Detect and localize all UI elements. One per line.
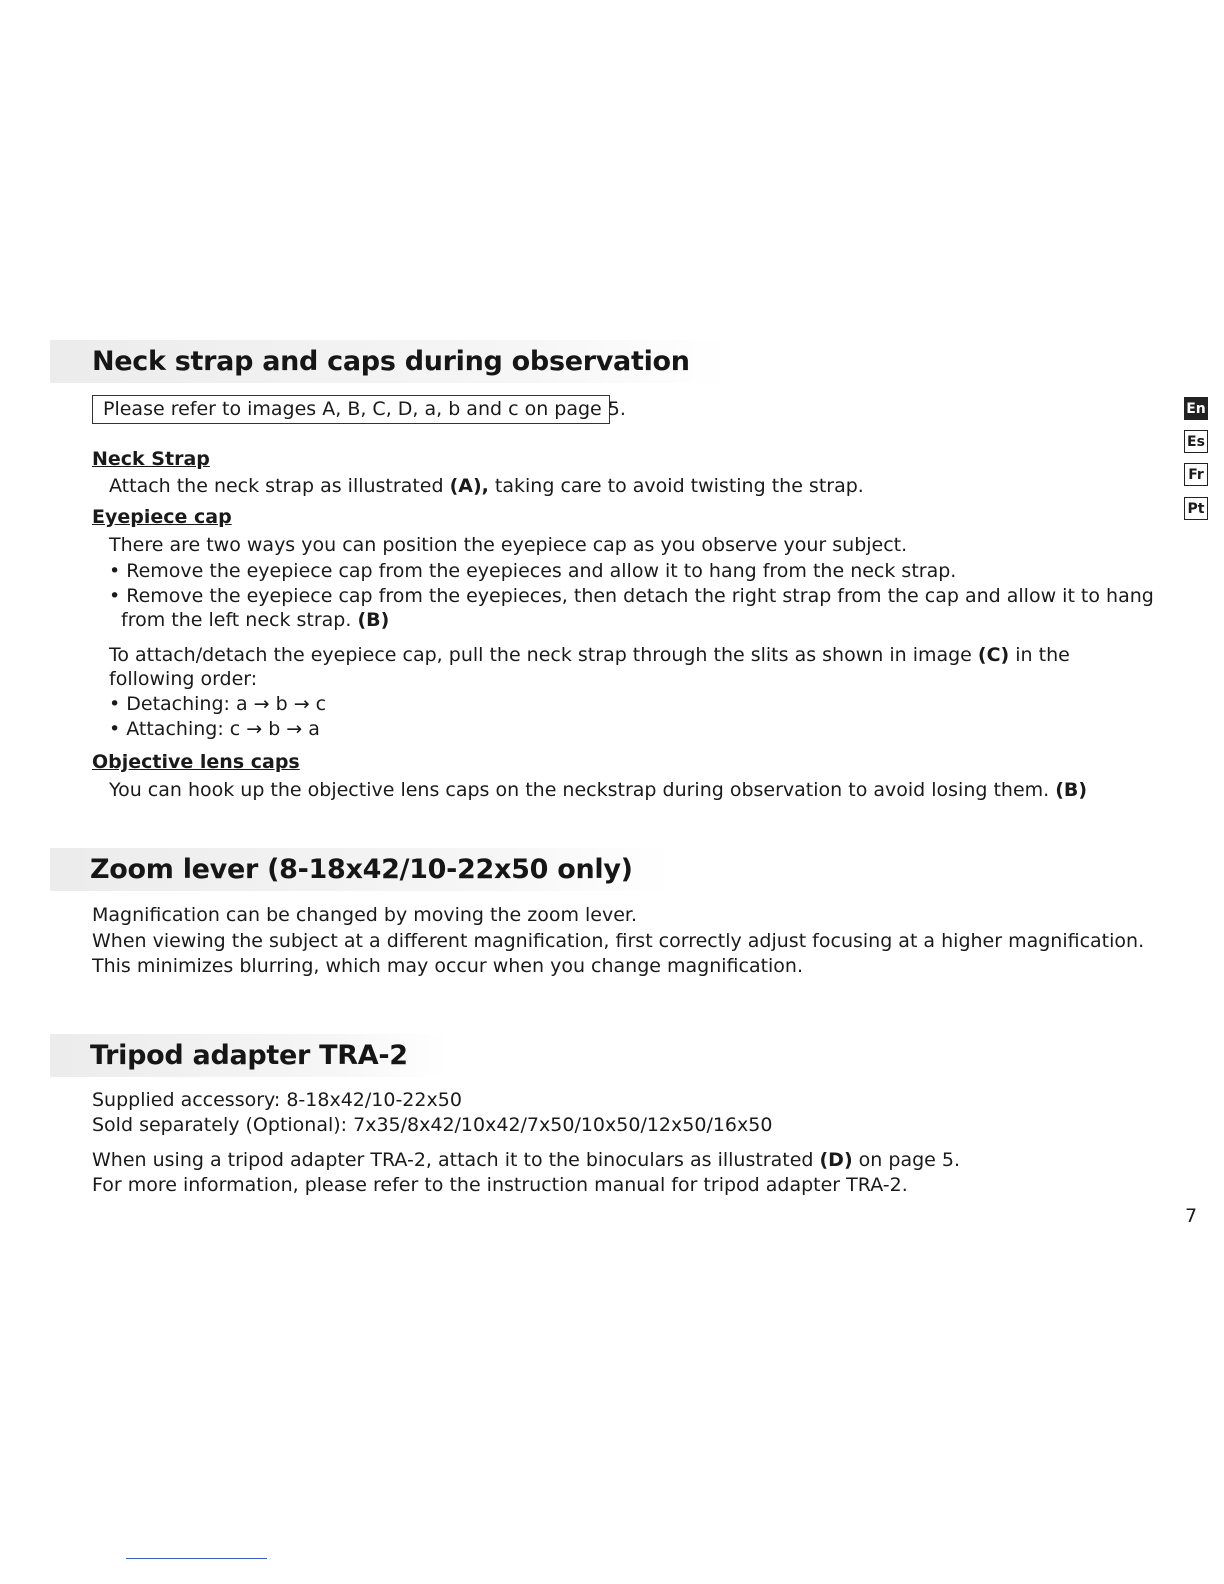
- eyepiece-bullet-2-line-1: • Remove the eyepiece cap from the eyepieces, then detach the right strap from the cap and allow it to hang: [109, 585, 1154, 607]
- neck-strap-text: [109, 474, 864, 498]
- objective-caps-text-body: You can hook up the objective lens caps on the neckstrap during observation to avoid losing them.: [109, 779, 1056, 801]
- eyepiece-intro: There are two ways you can position the eyepiece cap as you observe your subject.: [109, 534, 908, 556]
- subheading-objective-lens-caps: Objective lens caps: [92, 751, 300, 773]
- objective-caps-ref: (B): [1055, 779, 1088, 801]
- section-heading-neck-strap: Neck strap and caps during observation: [50, 340, 730, 383]
- objective-caps-text: [109, 778, 1087, 802]
- neck-strap-ref: (A),: [449, 475, 489, 497]
- attach-detach-line-1: [109, 643, 1070, 667]
- zoom-line-1: Magnification can be changed by moving the zoom lever.: [92, 904, 638, 926]
- attach-detach-text-before: To attach/detach the eyepiece cap, pull the neck strap through the slits as shown in image: [109, 644, 978, 666]
- tripod-more-info: For more information, please refer to the instruction manual for tripod adapter TRA-2.: [92, 1174, 908, 1196]
- reference-note-box: Please refer to images A, B, C, D, a, b and c on page 5.: [92, 395, 610, 424]
- eyepiece-bullet-2-text: from the left neck strap.: [121, 609, 358, 631]
- language-tab-en[interactable]: En: [1184, 397, 1208, 420]
- language-tab-es[interactable]: Es: [1184, 430, 1208, 453]
- tripod-using: [92, 1148, 960, 1172]
- subheading-neck-strap: Neck Strap: [92, 448, 210, 470]
- subheading-eyepiece-cap: Eyepiece cap: [92, 506, 232, 528]
- tripod-sold-separately: Sold separately (Optional): 7x35/8x42/10x42/7x50/10x50/12x50/16x50: [92, 1114, 773, 1136]
- section-heading-zoom-lever: Zoom lever (8-18x42/10-22x50 only): [50, 848, 673, 891]
- tripod-supplied: Supplied accessory: 8-18x42/10-22x50: [92, 1089, 462, 1111]
- detaching-order: • Detaching: a → b → c: [109, 693, 327, 715]
- tripod-using-text-after: on page 5.: [852, 1149, 961, 1171]
- eyepiece-bullet-2-line-2: [121, 608, 389, 632]
- attach-detach-text-after: in the: [1009, 644, 1070, 666]
- eyepiece-bullet-1: • Remove the eyepiece cap from the eyepieces and allow it to hang from the neck strap.: [109, 560, 957, 582]
- tripod-using-text-before: When using a tripod adapter TRA-2, attach it to the binoculars as illustrated: [92, 1149, 820, 1171]
- section-heading-tripod-adapter: Tripod adapter TRA-2: [50, 1034, 448, 1077]
- neck-strap-text-after: taking care to avoid twisting the strap.: [488, 475, 864, 497]
- tripod-using-ref: (D): [819, 1149, 853, 1171]
- language-tab-fr[interactable]: Fr: [1184, 463, 1208, 486]
- attach-detach-ref: (C): [977, 644, 1010, 666]
- neck-strap-text-before: Attach the neck strap as illustrated: [109, 475, 450, 497]
- footer-divider: [126, 1558, 267, 1559]
- zoom-line-2: When viewing the subject at a different magnification, first correctly adjust focusing at a higher magnification.: [92, 930, 1145, 952]
- attach-detach-line-2: following order:: [109, 668, 258, 690]
- attaching-order: • Attaching: c → b → a: [109, 718, 320, 740]
- eyepiece-bullet-2-ref: (B): [357, 609, 390, 631]
- zoom-line-3: This minimizes blurring, which may occur when you change magnification.: [92, 955, 804, 977]
- page-number: 7: [1185, 1205, 1198, 1227]
- language-tab-pt[interactable]: Pt: [1184, 497, 1208, 520]
